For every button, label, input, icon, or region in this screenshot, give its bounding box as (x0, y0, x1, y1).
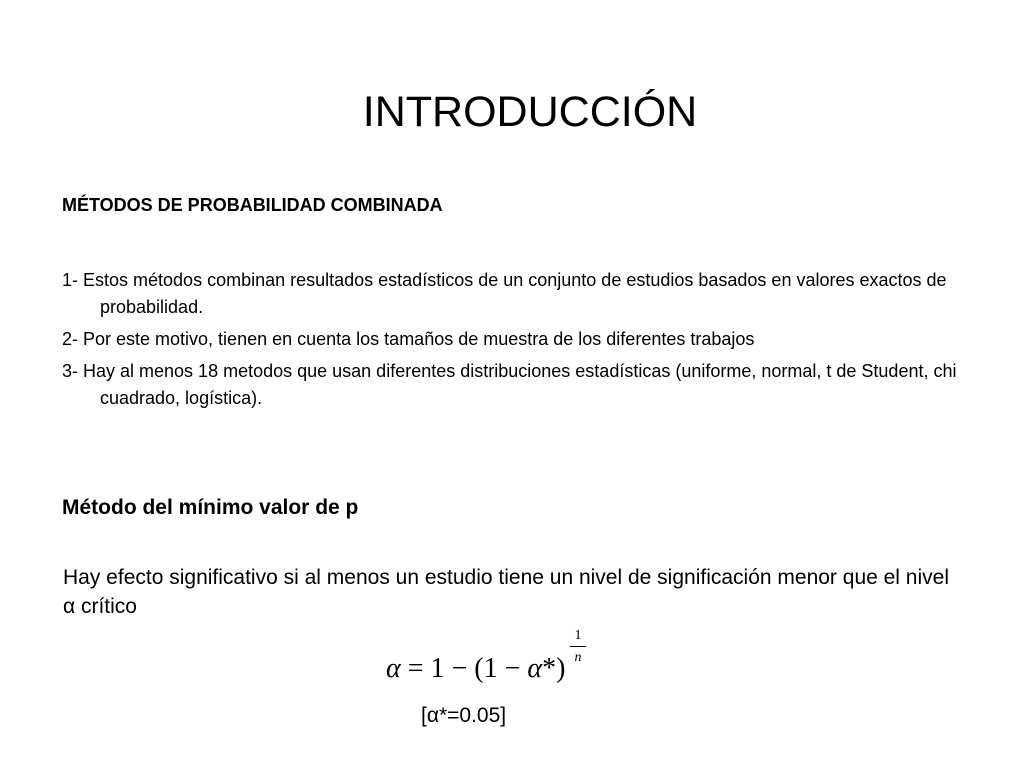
formula-exponent (570, 628, 586, 665)
list-item: 1- Estos métodos combinan resultados estadísticos de un conjunto de estudios basados en valores exactos de probabilidad. (62, 270, 947, 317)
exponent-denominator: n (574, 650, 582, 665)
alpha-formula (386, 626, 596, 694)
formula-main (386, 652, 565, 686)
list-item: 2- Por este motivo, tienen en cuenta los tamaños de muestra de los diferentes trabajos (62, 329, 755, 349)
exponent-numerator: 1 (570, 628, 586, 647)
formula-alpha: α (386, 653, 401, 684)
formula-close: *) (542, 653, 566, 684)
methods-list (62, 267, 982, 417)
section-heading-min-p: Método del mínimo valor de p (62, 496, 359, 519)
formula-alpha-star: α (527, 653, 543, 684)
slide-title: INTRODUCCIÓN (362, 88, 698, 136)
list-item: 3- Hay al menos 18 metodos que usan diferentes distribuciones estadísticas (uniforme, normal, t de Student, chi cuadrado, logística). (62, 361, 957, 408)
section-heading-methods: MÉTODOS DE PROBABILIDAD COMBINADA (62, 195, 443, 215)
description-paragraph: Hay efecto significativo si al menos un estudio tiene un nivel de significación menor que el nivel α crítico (63, 566, 949, 618)
alpha-star-note: [α*=0.05] (421, 704, 507, 727)
formula-rhs: = 1 − (1 − (400, 653, 528, 684)
